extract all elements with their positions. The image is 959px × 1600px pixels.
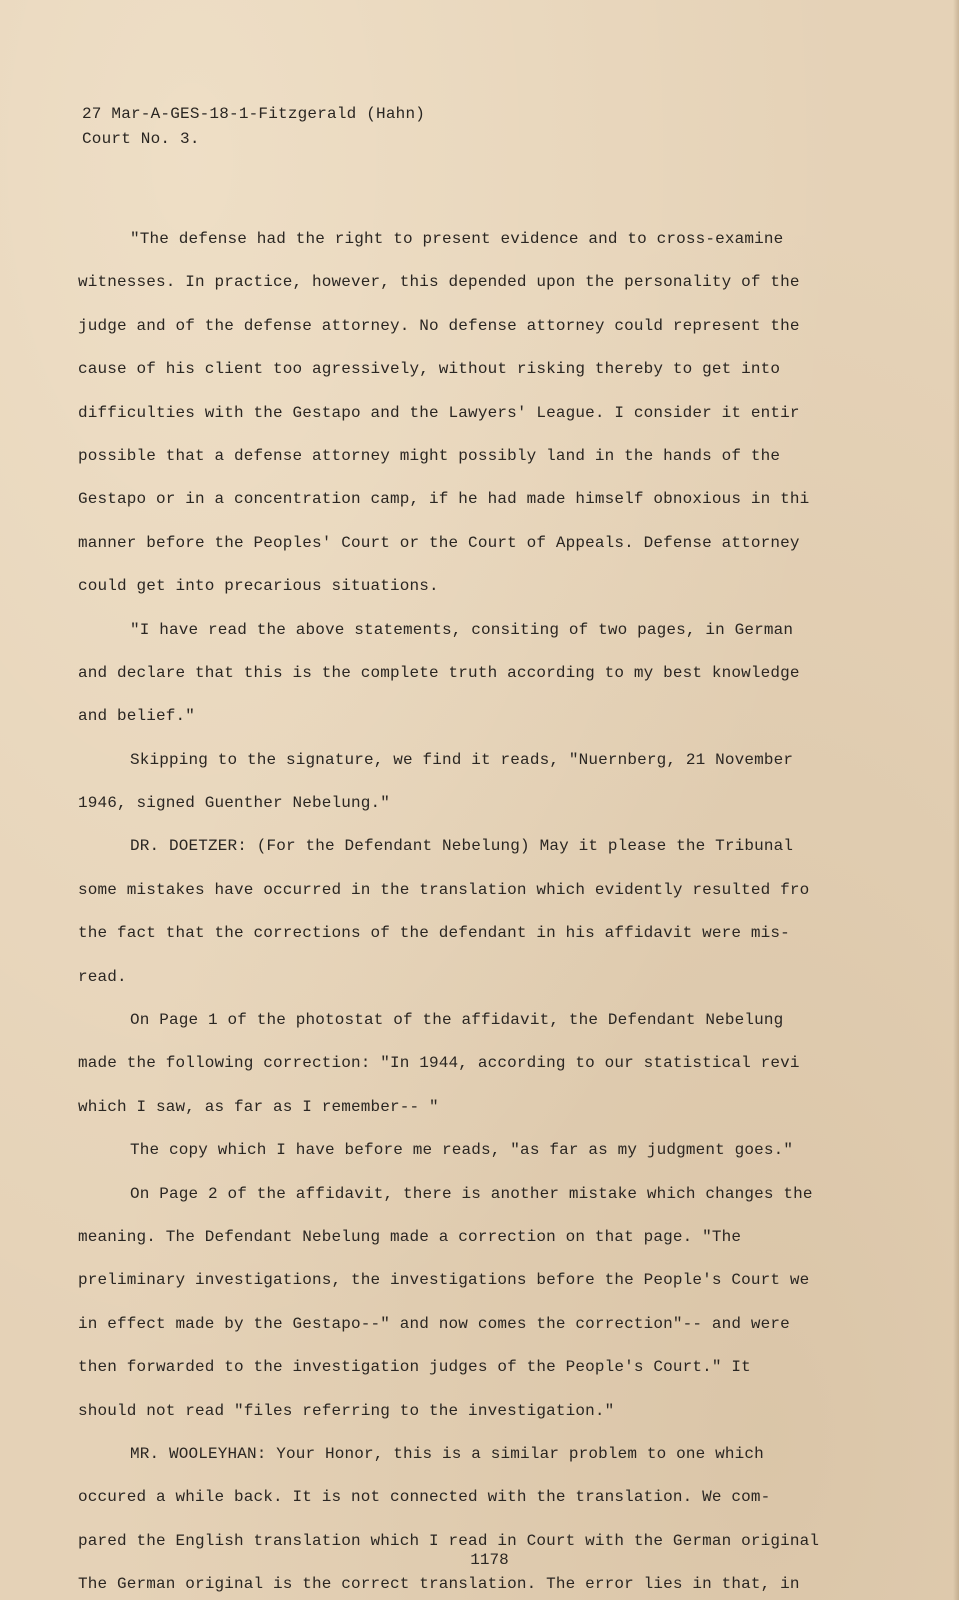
transcript-line: manner before the Peoples' Court or the Court of Appeals. Defense attorney: [78, 533, 800, 552]
transcript-line: pared the English translation which I read in Court with the German original: [78, 1531, 820, 1550]
transcript-line: "I have read the above statements, consiting of two pages, in German: [130, 620, 794, 639]
transcript-line: judge and of the defense attorney. No defense attorney could represent the: [78, 316, 800, 335]
transcript-line: which I saw, as far as I remember-- ": [78, 1097, 439, 1116]
transcript-line: possible that a defense attorney might possibly land in the hands of the: [78, 446, 781, 465]
transcript-line: cause of his client too agressively, without risking thereby to get into: [78, 360, 781, 379]
transcript-line: should not read "files referring to the investigation.": [78, 1401, 615, 1420]
transcript-line: difficulties with the Gestapo and the Lawyers' League. I consider it entir: [78, 403, 800, 422]
transcript-line: and belief.": [78, 707, 196, 726]
transcript-line: On Page 1 of the photostat of the affidavit, the Defendant Nebelung: [130, 1011, 784, 1030]
transcript-line: "The defense had the right to present evidence and to cross-examine: [130, 230, 784, 248]
page-footer: [0, 1551, 959, 1569]
transcript-line: made the following correction: "In 1944, according to our statistical revi: [78, 1054, 800, 1073]
transcript-line: DR. DOETZER: (For the Defendant Nebelung) May it please the Tribunal: [130, 837, 794, 856]
paper-edge-shadow: [953, 0, 959, 1600]
transcript-line: meaning. The Defendant Nebelung made a correction on that page. "The: [78, 1227, 742, 1246]
transcript-line: witnesses. In practice, however, this depended upon the personality of the: [78, 273, 800, 292]
transcript-line: MR. WOOLEYHAN: Your Honor, this is a similar problem to one which: [130, 1444, 764, 1463]
page-number: 1178: [470, 1551, 509, 1569]
transcript-line: Skipping to the signature, we find it reads, "Nuernberg, 21 November: [130, 750, 794, 769]
transcript-line: Gestapo or in a concentration camp, if he had made himself obnoxious in thi: [78, 490, 810, 509]
transcript-line: On Page 2 of the affidavit, there is another mistake which changes the: [130, 1184, 813, 1203]
transcript-line: then forwarded to the investigation judges of the People's Court." It: [78, 1358, 751, 1377]
header-court-line: Court No. 3.: [82, 130, 200, 148]
transcript-line: occured a while back. It is not connected with the translation. We com-: [78, 1488, 771, 1507]
transcript-line: some mistakes have occurred in the translation which evidently resulted fro: [78, 880, 810, 899]
transcript-line: could get into precarious situations.: [78, 577, 439, 596]
document-header: [82, 102, 425, 152]
transcript-line: in effect made by the Gestapo--" and now comes the correction"-- and were: [78, 1314, 790, 1333]
transcript-line: 1946, signed Guenther Nebelung.": [78, 794, 391, 813]
header-reference-line: 27 Mar-A-GES-18-1-Fitzgerald (Hahn): [82, 105, 426, 123]
transcript-line: The copy which I have before me reads, "as far as my judgment goes.": [130, 1141, 794, 1160]
transcript-line: preliminary investigations, the investigations before the People's Court we: [78, 1271, 810, 1290]
transcript-body: [78, 218, 958, 1600]
transcript-line: read.: [78, 967, 127, 986]
transcript-line: The German original is the correct translation. The error lies in that, in: [78, 1575, 800, 1594]
transcript-line: the fact that the corrections of the defendant in his affidavit were mis-: [78, 924, 790, 943]
transcript-line: and declare that this is the complete truth according to my best knowledge: [78, 663, 800, 682]
